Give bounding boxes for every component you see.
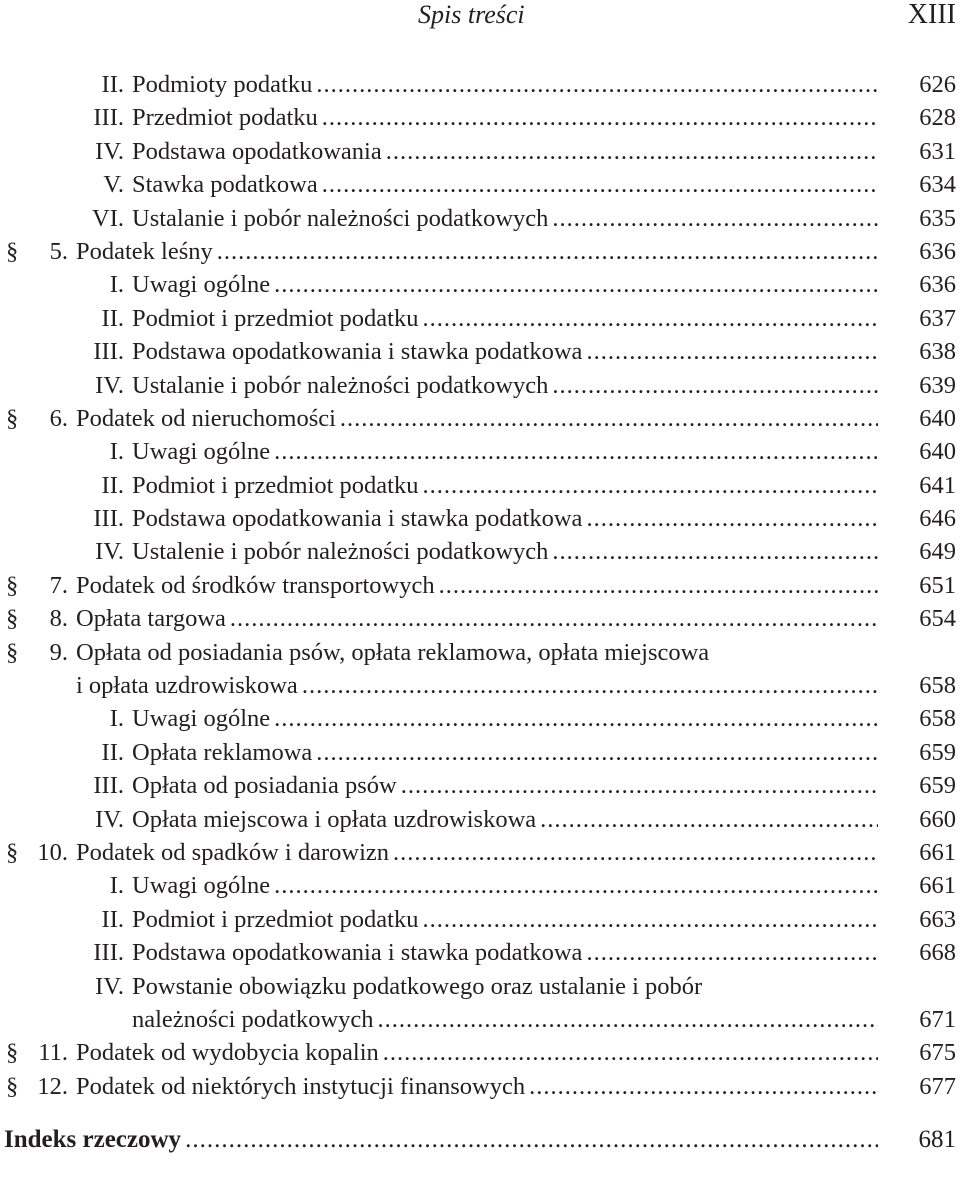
entry-number: IV. [95, 371, 124, 399]
entry-title-text: Uwagi ogólne [132, 872, 271, 900]
entry-title-line [132, 502, 878, 535]
entry-number: III. [93, 104, 124, 132]
entry-title-text: Ustalenie i pobór należności podatkowych [132, 538, 549, 566]
toc-subsection-entry[interactable] [0, 769, 960, 802]
entry-title-line [76, 836, 878, 869]
toc-subsection-entry[interactable] [0, 369, 960, 402]
entry-title-line [132, 369, 878, 402]
dot-leader [274, 869, 878, 902]
entry-title-block [132, 970, 878, 1037]
entry-page-number: 671 [919, 1005, 956, 1033]
toc-subsection-entry[interactable] [0, 101, 960, 134]
entry-title-block [132, 202, 878, 235]
index-title-block [4, 1123, 878, 1156]
entry-page-number: 646 [919, 505, 956, 533]
entry-title-text: Opłata targowa [76, 605, 226, 633]
spacer [0, 1103, 960, 1123]
entry-title-block [132, 869, 878, 902]
entry-title-line [132, 469, 878, 502]
dot-leader [316, 68, 878, 101]
entry-title-line [132, 869, 878, 902]
dot-leader [552, 202, 878, 235]
dot-leader [552, 369, 878, 402]
entry-title-block [132, 335, 878, 368]
entry-title-line [76, 602, 878, 635]
section-sign: § [6, 605, 19, 633]
entry-page-number: 661 [919, 839, 956, 866]
entry-title-text: Powstanie obowiązku podatkowego oraz ustalanie i pobór [132, 972, 703, 1000]
dot-leader [217, 235, 878, 268]
entry-number: III. [93, 939, 124, 967]
index-page-number: 681 [918, 1126, 956, 1154]
entry-title-text: Uwagi ogólne [132, 271, 271, 299]
entry-title-block [132, 101, 878, 134]
entry-title-line [76, 235, 878, 268]
toc-section-entry[interactable] [0, 636, 960, 703]
entry-title-text: Podatek od środków transportowych [76, 571, 435, 599]
section-sign: § [6, 237, 19, 265]
toc-subsection-entry[interactable] [0, 335, 960, 368]
dot-leader [552, 535, 878, 568]
table-of-contents [0, 68, 960, 1157]
dot-leader [383, 1036, 878, 1069]
entry-title-block [132, 769, 878, 802]
toc-subsection-entry[interactable] [0, 435, 960, 468]
section-sign: § [6, 638, 19, 666]
entry-number: 11. [38, 1039, 68, 1067]
entry-page-number: 628 [919, 104, 956, 132]
entry-title-block [132, 268, 878, 301]
dot-leader [401, 769, 878, 802]
entry-title-line [132, 1003, 878, 1036]
entry-title-block [76, 636, 878, 703]
entry-number: 12. [37, 1072, 68, 1100]
entry-title-block [132, 535, 878, 568]
entry-page-number: 658 [919, 672, 956, 700]
entry-title-text: Podstawa opodatkowania i stawka podatkowa [132, 338, 583, 366]
toc-subsection-entry[interactable] [0, 936, 960, 969]
entry-page-number: 658 [919, 705, 956, 733]
dot-leader [302, 669, 878, 702]
entry-title-text: Podatek leśny [76, 237, 213, 265]
entry-number: V. [103, 171, 124, 199]
entry-title-line [132, 135, 878, 168]
entry-page-number: 636 [919, 271, 956, 299]
entry-title-block [76, 569, 878, 602]
dot-leader [586, 502, 878, 535]
entry-title-line [132, 769, 878, 802]
entry-title-block [76, 836, 878, 869]
entry-title-text: należności podatkowych [132, 1005, 374, 1033]
entry-title-block [132, 903, 878, 936]
dot-leader [423, 469, 879, 502]
entry-number: IV. [95, 538, 124, 566]
dot-leader [322, 168, 878, 201]
entry-page-number: 659 [919, 772, 956, 800]
entry-title-text: Podatek od spadków i darowizn [76, 839, 389, 866]
toc-subsection-entry[interactable] [0, 302, 960, 335]
entry-page-number: 637 [919, 304, 956, 332]
entry-title-text: Ustalanie i pobór należności podatkowych [132, 204, 549, 232]
entry-page-number: 660 [919, 805, 956, 833]
entry-title-text: Opłata miejscowa i opłata uzdrowiskowa [132, 805, 537, 833]
entry-title-block [76, 235, 878, 268]
entry-page-number: 631 [919, 137, 956, 165]
entry-title-block [76, 1036, 878, 1069]
entry-title-text: Przedmiot podatku [132, 104, 318, 132]
entry-title-text: Opłata reklamowa [132, 738, 313, 766]
toc-section-entry[interactable] [0, 235, 960, 268]
entry-number: II. [101, 71, 124, 98]
entry-title-line [132, 903, 878, 936]
section-sign: § [6, 571, 19, 599]
dot-leader [322, 101, 878, 134]
dot-leader [439, 569, 878, 602]
entry-number: II. [101, 471, 124, 499]
entry-title-line [132, 936, 878, 969]
toc-section-entry[interactable] [0, 602, 960, 635]
toc-subsection-entry[interactable] [0, 502, 960, 535]
entry-title-line [76, 669, 878, 702]
entry-number: I. [109, 872, 124, 900]
entry-title-line [132, 68, 878, 101]
toc-section-entry[interactable] [0, 836, 960, 869]
entry-number: IV. [95, 137, 124, 165]
entry-title-block [76, 602, 878, 635]
dot-leader [274, 435, 878, 468]
entry-number: II. [101, 905, 124, 933]
entry-number: II. [101, 304, 124, 332]
entry-title-text: Podmiot i przedmiot podatku [132, 471, 419, 499]
dot-leader [586, 936, 878, 969]
entry-page-number: 626 [919, 71, 956, 98]
entry-title-text: Ustalanie i pobór należności podatkowych [132, 371, 549, 399]
toc-subsection-entry[interactable] [0, 869, 960, 902]
section-sign: § [6, 839, 19, 866]
entry-title-line [132, 335, 878, 368]
entry-title-first-line [132, 970, 878, 1003]
entry-title-block [132, 68, 878, 101]
entry-page-number: 675 [919, 1039, 956, 1067]
entry-title-text: Podmioty podatku [132, 71, 313, 98]
toc-subsection-entry[interactable] [0, 803, 960, 836]
entry-page-number: 641 [919, 471, 956, 499]
entry-title-block [132, 435, 878, 468]
dot-leader [185, 1123, 878, 1156]
entry-title-line [132, 803, 878, 836]
page-header [0, 0, 960, 40]
entry-number: I. [109, 438, 124, 466]
index-entry[interactable] [0, 1123, 960, 1156]
entry-title-text: Podmiot i przedmiot podatku [132, 304, 419, 332]
entry-title-block [132, 936, 878, 969]
entry-title-text: Opłata od posiadania psów [132, 772, 397, 800]
entry-page-number: 649 [919, 538, 956, 566]
entry-title-block [132, 302, 878, 335]
entry-title-block [132, 135, 878, 168]
entry-title-first-line [76, 636, 878, 669]
toc-subsection-entry[interactable] [0, 268, 960, 301]
entry-title-text: Podatek od wydobycia kopalin [76, 1039, 379, 1067]
entry-number: III. [93, 505, 124, 533]
dot-leader [423, 903, 879, 936]
entry-number: II. [101, 738, 124, 766]
entry-title-line [132, 168, 878, 201]
entry-page-number: 668 [919, 939, 956, 967]
entry-number: III. [93, 338, 124, 366]
entry-title-block [76, 1070, 878, 1103]
entry-title-text: Podmiot i przedmiot podatku [132, 905, 419, 933]
entry-number: III. [93, 772, 124, 800]
entry-title-block [76, 402, 878, 435]
dot-leader [386, 135, 878, 168]
page-number: XIII [907, 0, 956, 30]
entry-title-text: Uwagi ogólne [132, 438, 271, 466]
entry-page-number: 651 [919, 571, 956, 599]
toc-section-entry[interactable] [0, 402, 960, 435]
entry-page-number: 635 [919, 204, 956, 232]
entry-title-line [132, 202, 878, 235]
toc-subsection-entry[interactable] [0, 68, 960, 101]
entry-page-number: 659 [919, 738, 956, 766]
toc-subsection-entry[interactable] [0, 202, 960, 235]
dot-leader [316, 736, 878, 769]
entry-title-line [132, 535, 878, 568]
dot-leader [529, 1070, 878, 1103]
toc-section-entry[interactable] [0, 1070, 960, 1103]
toc-subsection-entry[interactable] [0, 469, 960, 502]
entry-title-text: Podstawa opodatkowania i stawka podatkowa [132, 505, 583, 533]
entry-title-text: Podatek od niektórych instytucji finansowych [76, 1072, 526, 1100]
entry-page-number: 636 [919, 237, 956, 265]
dot-leader [423, 302, 879, 335]
entry-page-number: 661 [919, 872, 956, 900]
entry-title-block [132, 736, 878, 769]
toc-subsection-entry[interactable] [0, 736, 960, 769]
entry-page-number: 639 [919, 371, 956, 399]
entry-title-line [132, 736, 878, 769]
entry-title-text: Uwagi ogólne [132, 705, 271, 733]
entry-title-block [132, 369, 878, 402]
entry-number: 9. [49, 638, 68, 666]
entry-title-block [132, 469, 878, 502]
entry-title-text: Podstawa opodatkowania i stawka podatkowa [132, 939, 583, 967]
dot-leader [274, 702, 878, 735]
entry-title-block [132, 702, 878, 735]
entry-title-text: Podstawa opodatkowania [132, 137, 382, 165]
entry-title-block [132, 502, 878, 535]
entry-title-line [76, 1036, 878, 1069]
entry-number: 5. [49, 237, 68, 265]
dot-leader [393, 836, 878, 869]
entry-number: IV. [95, 972, 124, 1000]
dot-leader [274, 268, 878, 301]
dot-leader [586, 335, 878, 368]
entry-title-block [132, 803, 878, 836]
entry-title-line [76, 569, 878, 602]
entry-title-text: Podatek od nieruchomości [76, 404, 336, 432]
entry-title-text: Stawka podatkowa [132, 171, 318, 199]
entry-page-number: 654 [919, 605, 956, 633]
section-sign: § [6, 404, 19, 432]
section-sign: § [6, 1039, 19, 1067]
toc-subsection-entry[interactable] [0, 903, 960, 936]
toc-subsection-entry[interactable] [0, 168, 960, 201]
index-title-text: Indeks rzeczowy [4, 1126, 182, 1154]
entry-page-number: 663 [919, 905, 956, 933]
entry-page-number: 640 [919, 438, 956, 466]
entry-page-number: 634 [919, 171, 956, 199]
toc-subsection-entry[interactable] [0, 135, 960, 168]
toc-section-entry[interactable] [0, 1036, 960, 1069]
toc-subsection-entry[interactable] [0, 970, 960, 1037]
entry-title-text: i opłata uzdrowiskowa [76, 672, 298, 700]
dot-leader [340, 402, 878, 435]
index-title-line [4, 1123, 878, 1156]
entry-title-line [76, 1070, 878, 1103]
entry-title-block [132, 168, 878, 201]
dot-leader [540, 803, 878, 836]
entry-number: IV. [95, 805, 124, 833]
toc-subsection-entry[interactable] [0, 535, 960, 568]
section-sign: § [6, 1072, 19, 1100]
running-title: Spis treści [418, 0, 525, 29]
toc-section-entry[interactable] [0, 569, 960, 602]
entry-number: 8. [49, 605, 68, 633]
entry-title-line [76, 402, 878, 435]
entry-title-line [132, 302, 878, 335]
entry-title-text: Opłata od posiadania psów, opłata reklamowa, opłata miejscowa [76, 638, 710, 666]
entry-number: 6. [49, 404, 68, 432]
entry-title-line [132, 268, 878, 301]
entry-page-number: 677 [919, 1072, 956, 1100]
entry-page-number: 640 [919, 404, 956, 432]
toc-subsection-entry[interactable] [0, 702, 960, 735]
entry-page-number: 638 [919, 338, 956, 366]
entry-number: I. [109, 271, 124, 299]
dot-leader [230, 602, 878, 635]
entry-title-line [132, 101, 878, 134]
dot-leader [378, 1003, 878, 1036]
entry-number: I. [109, 705, 124, 733]
entry-number: 10. [37, 839, 68, 866]
entry-number: VI. [92, 204, 124, 232]
entry-title-line [132, 435, 878, 468]
entry-title-line [132, 702, 878, 735]
entry-number: 7. [49, 571, 68, 599]
